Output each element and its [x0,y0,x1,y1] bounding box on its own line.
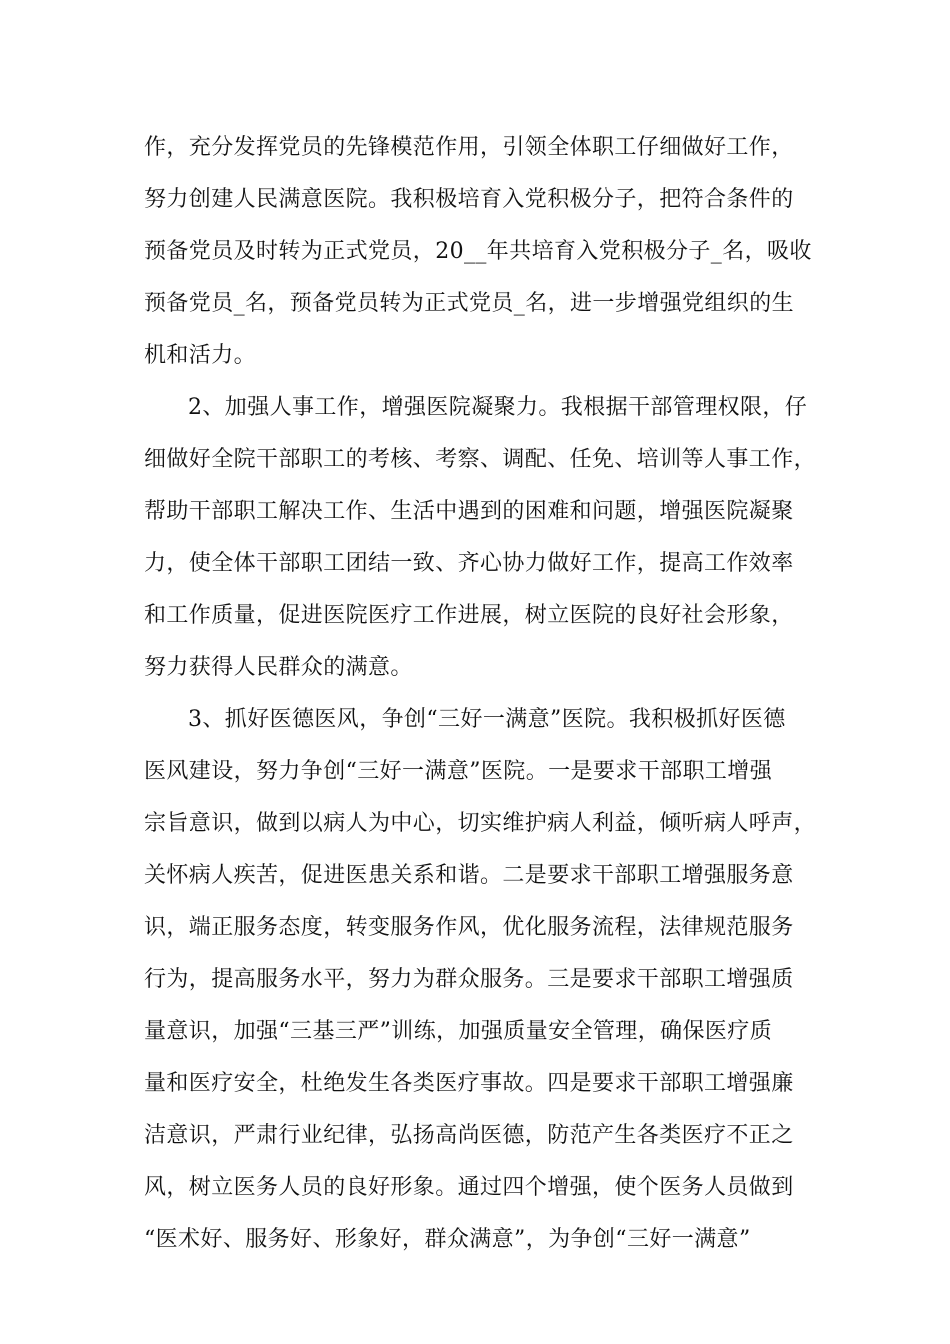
text-line: 洁意识，严肃行业纪律，弘扬高尚医德，防范产生各类医疗不正之 [144,1123,794,1148]
text-line: 机和活力。 [144,343,257,368]
text-line: 预备党员_名，预备党员转为正式党员_名，进一步增强党组织的生 [144,291,795,316]
text-line: 帮助干部职工解决工作、生活中遇到的困难和问题，增强医院凝聚 [144,499,794,524]
paragraph-first-line: 3、抓好医德医风，争创“三好一满意”医院。我积极抓好医德 [188,707,786,732]
text-line: 和工作质量，促进医院医疗工作进展，树立医院的良好社会形象， [144,603,794,628]
text-line: 努力创建人民满意医院。我积极培育入党积极分子，把符合条件的 [144,187,794,212]
text-line: 风，树立医务人员的良好形象。通过四个增强，使个医务人员做到 [144,1175,794,1200]
text-line: 力，使全体干部职工团结一致、齐心协力做好工作，提高工作效率 [144,551,794,576]
text-line: 细做好全院干部职工的考核、考察、调配、任免、培训等人事工作， [144,447,817,472]
text-line: 宗旨意识，做到以病人为中心，切实维护病人利益，倾听病人呼声， [144,811,817,836]
text-line: 医风建设，努力争创“三好一满意”医院。一是要求干部职工增强 [144,759,773,784]
text-line: “医术好、服务好、形象好，群众满意”，为争创“三好一满意” [144,1227,751,1252]
text-line: 量和医疗安全，杜绝发生各类医疗事故。四是要求干部职工增强廉 [144,1071,794,1096]
text-line: 预备党员及时转为正式党员，20__年共培育入党积极分子_名，吸收 [144,239,812,264]
text-line: 识，端正服务态度，转变服务作风，优化服务流程，法律规范服务 [144,915,794,940]
text-line: 努力获得人民群众的满意。 [144,655,413,680]
text-line: 量意识，加强“三基三严”训练，加强质量安全管理，确保医疗质 [144,1019,773,1044]
paragraph-first-line: 2、加强人事工作，增强医院凝聚力。我根据干部管理权限，仔 [188,395,808,420]
text-line: 关怀病人疾苦，促进医患关系和谐。二是要求干部职工增强服务意 [144,863,794,888]
text-line: 作，充分发挥党员的先锋模范作用，引领全体职工仔细做好工作， [144,135,794,160]
text-line: 行为，提高服务水平，努力为群众服务。三是要求干部职工增强质 [144,967,794,992]
